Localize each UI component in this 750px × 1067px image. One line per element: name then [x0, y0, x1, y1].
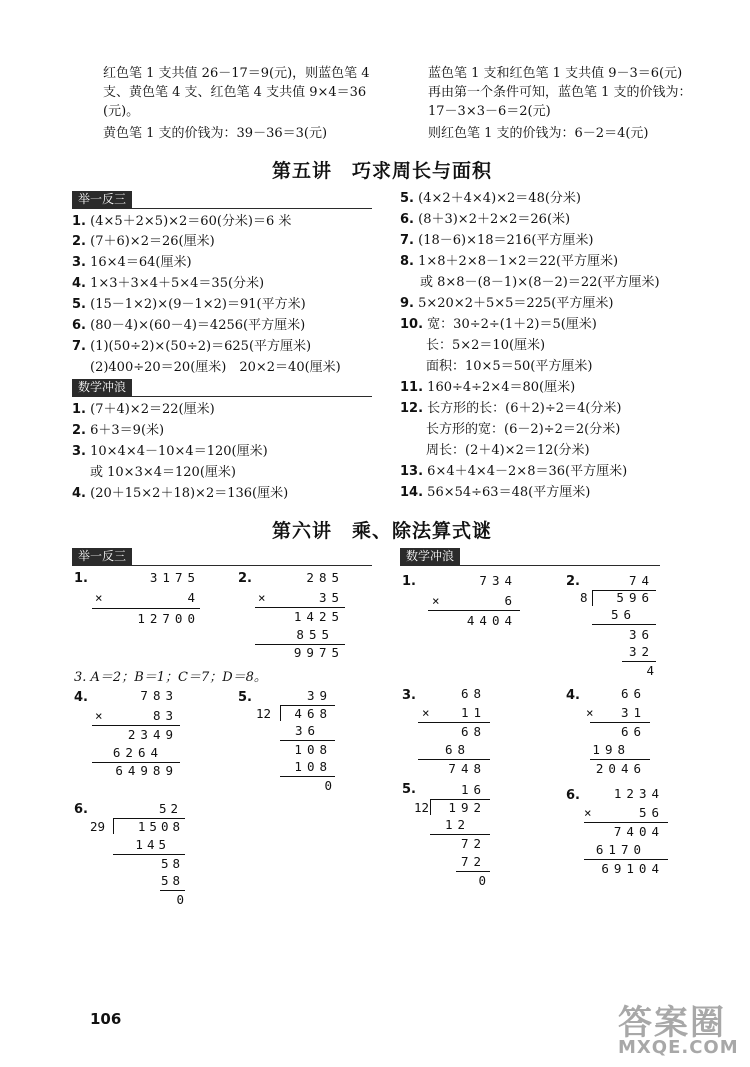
problem-number: 2. — [566, 574, 580, 589]
problem-number: 6. — [566, 788, 580, 803]
item-text: 周长：(2＋4)×2＝12(分米) — [426, 443, 590, 458]
remainder: 0 — [176, 892, 184, 907]
partial-product: 198 — [592, 742, 630, 757]
item-number: 5. — [72, 297, 86, 312]
problem-number: 2. — [238, 571, 252, 586]
problem-number: 6. — [74, 802, 88, 817]
rule-line — [160, 890, 185, 891]
division-bracket — [113, 818, 114, 834]
item-text: (80－4)×(60－4)＝4256(平方厘米) — [90, 318, 306, 333]
step: 58 — [160, 873, 184, 888]
item-text: (20＋15×2＋18)×2＝136(厘米) — [90, 486, 289, 501]
multiplicand: 3175 — [149, 570, 200, 585]
item-number: 3. — [72, 444, 86, 459]
quotient: 74 — [628, 573, 654, 588]
step: 58 — [160, 856, 184, 871]
rule-line — [584, 822, 668, 823]
result: 2046 — [595, 761, 646, 776]
multiplier: 35 — [318, 590, 344, 605]
times-sign: × — [432, 593, 440, 608]
times-sign: × — [586, 705, 594, 720]
text-line: 黄色笔 1 支的价钱为：39－36＝3(元) — [103, 126, 328, 141]
step: 108 — [294, 759, 332, 774]
lecture6-title: 第六讲 乘、除法算式谜 — [272, 520, 493, 542]
multiplier: 83 — [152, 708, 178, 723]
text-line: 红色笔 1 支共值 26－17＝9(元)，则蓝色笔 4 — [103, 66, 370, 81]
section-tag-juyifansan: 举一反三 — [72, 548, 132, 565]
times-sign: × — [258, 590, 266, 605]
divisor: 12 — [256, 706, 272, 721]
item-number: 9. — [400, 296, 414, 311]
tag-rule — [72, 208, 372, 209]
item-text: 长方形的宽：(6－2)÷2＝2(分米) — [426, 422, 621, 437]
problem-number: 4. — [566, 688, 580, 703]
item-text: (7＋6)×2＝26(厘米) — [90, 234, 215, 249]
rule-line — [255, 607, 345, 608]
item-number: 6. — [72, 318, 86, 333]
lecture5-left-list — [72, 212, 392, 375]
item-number: 10. — [400, 317, 424, 332]
rule-line — [113, 854, 185, 855]
answer-3: 3. A＝2；B＝1；C＝7；D＝8。 — [74, 670, 267, 685]
item-text: 长：5×2＝10(厘米) — [426, 338, 546, 353]
rule-line — [590, 759, 650, 760]
text-line: 再由第一个条件可知，蓝色笔 1 支的价钱为： — [428, 85, 692, 100]
item-text: (8＋3)×2＋2×2＝26(米) — [418, 212, 571, 227]
multiplicand: 734 — [479, 573, 517, 588]
dividend: 596 — [616, 590, 654, 605]
item-number: 7. — [400, 233, 414, 248]
multiplicand: 783 — [140, 688, 178, 703]
step: 72 — [460, 836, 486, 851]
item-number: 4. — [72, 486, 86, 501]
item-number: 2. — [72, 423, 86, 438]
item-text: 5×20×2＋5×5＝225(平方厘米) — [418, 296, 614, 311]
partial-product: 66 — [620, 724, 646, 739]
section-tag-juyifansan: 举一反三 — [72, 191, 132, 208]
rule-line — [92, 608, 200, 609]
item-text: 长方形的长：(6＋2)÷2＝4(分米) — [427, 401, 622, 416]
top-right-text — [428, 64, 728, 144]
partial-product: 6264 — [112, 745, 163, 760]
problem-number: 3. — [402, 688, 416, 703]
multiplicand: 66 — [620, 686, 646, 701]
multiplier: 31 — [620, 705, 646, 720]
item-number: 5. — [400, 191, 414, 206]
multiplier: 4 — [187, 590, 200, 605]
dividend: 192 — [448, 800, 486, 815]
rule-line — [280, 740, 335, 741]
item-number: 6. — [400, 212, 414, 227]
multiplicand: 68 — [460, 686, 486, 701]
text-line: 17－3×3－6＝2(元) — [428, 104, 551, 119]
item-text: (15－1×2)×(9－1×2)＝91(平方米) — [90, 297, 306, 312]
partial-product: 1425 — [293, 609, 344, 624]
item-number: 3. — [72, 255, 86, 270]
item-number: 14. — [400, 485, 424, 500]
multiplier: 56 — [638, 805, 664, 820]
rule-line — [418, 722, 490, 723]
rule-line — [428, 610, 520, 611]
item-text: 6×4＋4×4－2×8＝36(平方厘米) — [427, 464, 628, 479]
item-text: (4×5＋2×5)×2＝60(分米)＝6 米 — [90, 214, 292, 229]
rule-line — [590, 722, 650, 723]
dividend: 468 — [294, 706, 332, 721]
item-number: 13. — [400, 464, 424, 479]
rule-line — [584, 859, 668, 860]
division-bracket — [430, 799, 431, 815]
item-number: 12. — [400, 401, 424, 416]
rule-line — [418, 759, 490, 760]
tag-rule — [72, 565, 372, 566]
item-number: 11. — [400, 380, 424, 395]
rule-line — [280, 776, 335, 777]
result: 748 — [448, 761, 486, 776]
item-text: 1×3＋3×4＋5×4＝35(分米) — [90, 276, 265, 291]
step: 72 — [460, 854, 486, 869]
step: 32 — [628, 644, 654, 659]
division-bracket — [280, 705, 281, 721]
result: 69104 — [601, 861, 664, 876]
item-text: 56×54÷63＝48(平方厘米) — [427, 485, 591, 500]
step: 145 — [135, 837, 170, 852]
section-tag-shuxuechonglang: 数学冲浪 — [400, 548, 460, 565]
watermark-url: MXQE.COM — [618, 1037, 739, 1058]
text-line: 则红色笔 1 支的价钱为：6－2＝4(元) — [428, 126, 649, 141]
text-line: 蓝色笔 1 支和红色笔 1 支共值 9－3＝6(元) — [428, 66, 683, 81]
times-sign: × — [584, 805, 592, 820]
partial-product: 7404 — [613, 824, 664, 839]
rule-line — [622, 661, 656, 662]
partial-product: 68 — [460, 724, 486, 739]
quotient: 52 — [158, 801, 182, 816]
problem-number: 1. — [74, 571, 88, 586]
remainder: 0 — [478, 873, 486, 888]
lecture5-title: 第五讲 巧求周长与面积 — [272, 160, 493, 182]
step: 12 — [444, 817, 470, 832]
item-number: 1. — [72, 402, 86, 417]
quotient: 16 — [460, 782, 486, 797]
item-number: 2. — [72, 234, 86, 249]
lecture5-right-list — [400, 189, 740, 499]
item-text: 10×4×4－10×4＝120(厘米) — [90, 444, 268, 459]
divisor: 8 — [580, 590, 588, 605]
top-left-text — [103, 64, 393, 144]
result: 9975 — [293, 645, 344, 660]
remainder: 4 — [646, 663, 654, 678]
multiplier: 11 — [460, 705, 486, 720]
item-text: 或 8×8－(8－1)×(8－2)＝22(平方厘米) — [420, 275, 660, 290]
item-number: 7. — [72, 339, 86, 354]
step: 36 — [628, 627, 654, 642]
problem-number: 1. — [402, 574, 416, 589]
watermark-logo: 答案圈 — [618, 1003, 726, 1043]
times-sign: × — [422, 705, 430, 720]
item-text: 宽：30÷2÷(1＋2)＝5(厘米) — [427, 317, 597, 332]
multiplicand: 285 — [306, 570, 344, 585]
item-number: 8. — [400, 254, 414, 269]
item-text: 或 10×3×4＝120(厘米) — [90, 465, 236, 480]
item-text: (18－6)×18＝216(平方厘米) — [418, 233, 594, 248]
section-tag-shuxuechonglang: 数学冲浪 — [72, 379, 132, 396]
multiplier: 6 — [504, 593, 517, 608]
rule-line — [592, 624, 656, 625]
rule-line — [430, 834, 490, 835]
item-text: 16×4＝64(厘米) — [90, 255, 192, 270]
text-line: (元)。 — [103, 104, 140, 119]
partial-product: 2349 — [127, 727, 178, 742]
result: 12700 — [137, 611, 200, 626]
divisor: 29 — [90, 819, 106, 834]
quotient: 39 — [306, 688, 332, 703]
rule-line — [456, 871, 490, 872]
problem-number: 4. — [74, 690, 88, 705]
item-text: (4×2＋4×4)×2＝48(分米) — [418, 191, 581, 206]
dividend: 1508 — [137, 819, 184, 834]
tag-rule — [72, 396, 372, 397]
item-text: (1)(50÷2)×(50÷2)＝625(平方厘米) — [90, 339, 312, 354]
item-text: (2)400÷20＝20(厘米) 20×2＝40(厘米) — [90, 360, 341, 375]
item-text: 6＋3＝9(米) — [90, 423, 165, 438]
remainder: 0 — [324, 778, 332, 793]
result: 4404 — [466, 613, 517, 628]
step: 108 — [294, 742, 332, 757]
divisor: 12 — [414, 800, 430, 815]
result: 64989 — [115, 763, 178, 778]
lecture5-left-list-2 — [72, 400, 392, 504]
item-text: 面积：10×5＝50(平方厘米) — [426, 359, 593, 374]
times-sign: × — [95, 590, 103, 605]
problem-number: 5. — [402, 782, 416, 797]
tag-rule — [400, 565, 660, 566]
item-text: 1×8＋2×8－1×2＝22(平方厘米) — [418, 254, 619, 269]
partial-product: 855 — [296, 627, 334, 642]
problem-number: 5. — [238, 690, 252, 705]
item-number: 4. — [72, 276, 86, 291]
step: 56 — [610, 607, 636, 622]
partial-product: 6170 — [595, 842, 646, 857]
page-number: 106 — [90, 1010, 122, 1028]
times-sign: × — [95, 708, 103, 723]
item-number: 1. — [72, 214, 86, 229]
text-line: 支、黄色笔 4 支、红色笔 4 支共值 9×4＝36 — [103, 85, 367, 100]
item-text: 160÷4÷2×4＝80(厘米) — [427, 380, 576, 395]
item-text: (7＋4)×2＝22(厘米) — [90, 402, 215, 417]
rule-line — [92, 725, 180, 726]
division-bracket — [592, 590, 593, 606]
step: 36 — [294, 723, 320, 738]
partial-product: 68 — [444, 742, 470, 757]
multiplicand: 1234 — [613, 786, 664, 801]
